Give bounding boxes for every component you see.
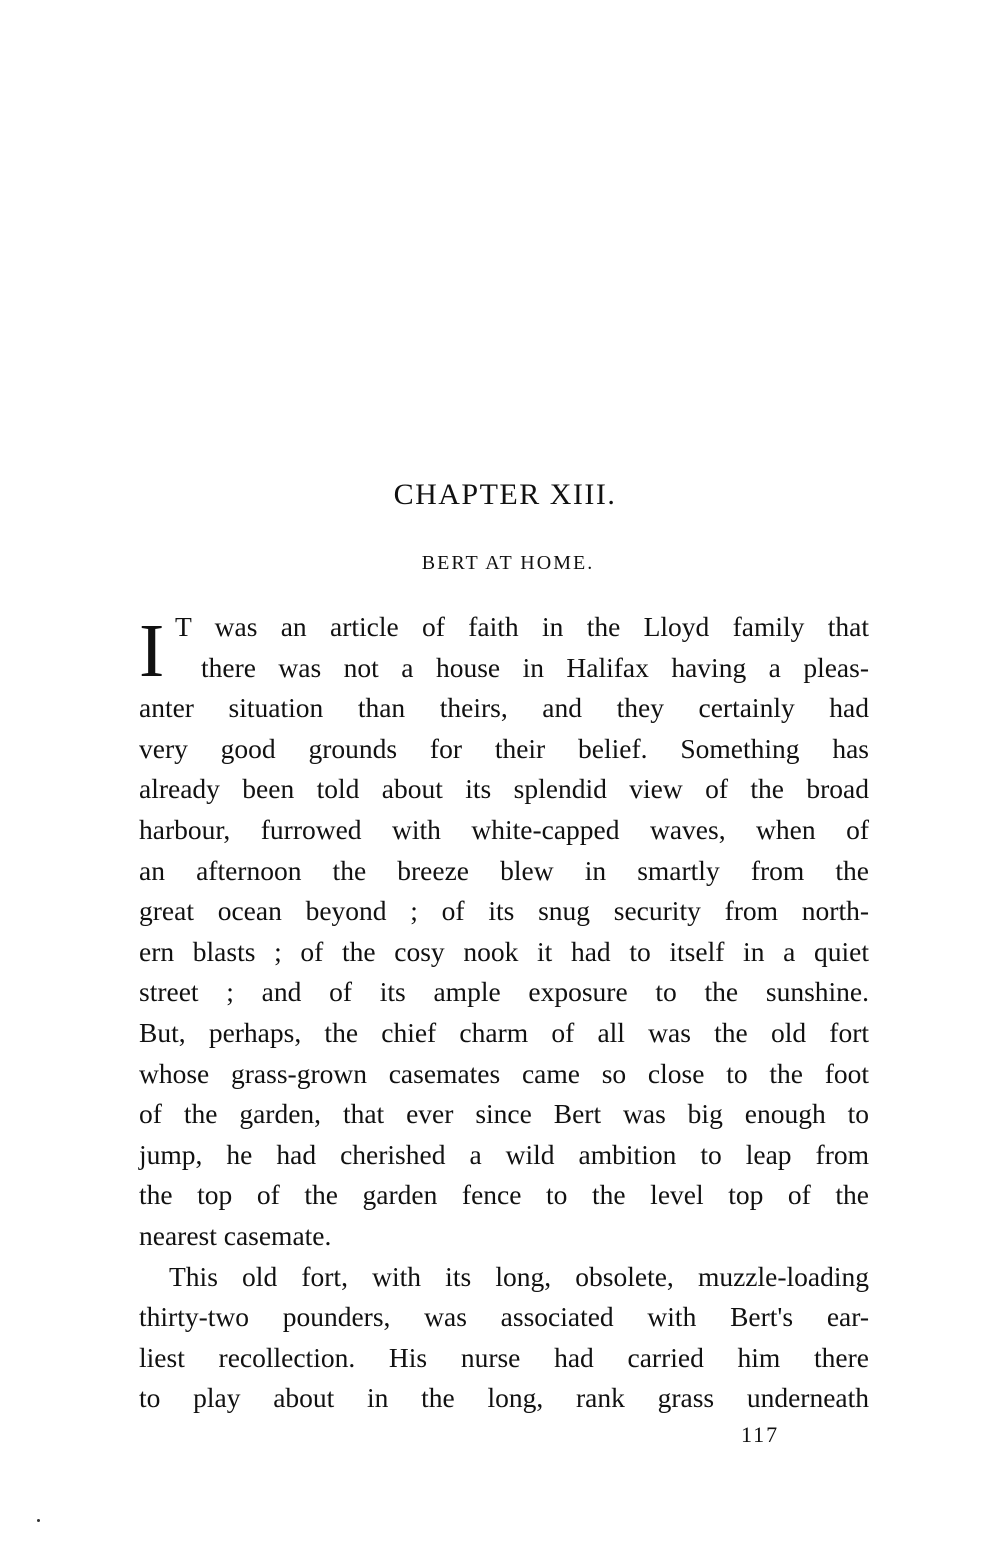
text-line: harbour, furrowed with white-capped waves, when of — [139, 813, 869, 845]
chapter-heading: CHAPTER XIII. — [393, 478, 617, 511]
text-line: nearest casemate. — [139, 1219, 332, 1251]
text-line: great ocean beyond ; of its snug security from north- — [139, 895, 869, 927]
chapter-subtitle: BERT AT HOME. — [421, 552, 595, 574]
text-line: street ; and of its ample exposure to the sunshine. — [139, 976, 869, 1008]
text-line: to play about in the long, rank grass underneath — [139, 1382, 869, 1414]
text-line: already been told about its splendid view of the broad — [139, 773, 869, 805]
page-number: 117 — [741, 1422, 780, 1447]
body-text — [139, 607, 869, 1419]
drop-cap: I — [139, 609, 165, 693]
text-line: liest recollection. His nurse had carried him there — [139, 1341, 869, 1373]
text-line: very good grounds for their belief. Something has — [139, 732, 869, 764]
text-line: ern blasts ; of the cosy nook it had to itself in a quiet — [139, 935, 869, 967]
scan-mark — [37, 1519, 40, 1522]
text-line: This old fort, with its long, obsolete, muzzle-loading — [169, 1260, 869, 1292]
text-line: the top of the garden fence to the level top of the — [139, 1179, 869, 1211]
text-line: T was an article of faith in the Lloyd family that — [175, 611, 869, 642]
text-line: there was not a house in Halifax having a pleas- — [201, 651, 869, 683]
text-line: thirty-two pounders, was associated with Bert's ear- — [139, 1301, 869, 1333]
text-line: of the garden, that ever since Bert was big enough to — [139, 1098, 869, 1130]
text-line: an afternoon the breeze blew in smartly from the — [139, 854, 869, 886]
text-line: But, perhaps, the chief charm of all was the old fort — [139, 1016, 869, 1048]
text-line: jump, he had cherished a wild ambition to leap from — [139, 1138, 869, 1170]
text-line: whose grass-grown casemates came so close to the foot — [139, 1057, 869, 1089]
text-line: anter situation than theirs, and they certainly had — [139, 692, 869, 724]
